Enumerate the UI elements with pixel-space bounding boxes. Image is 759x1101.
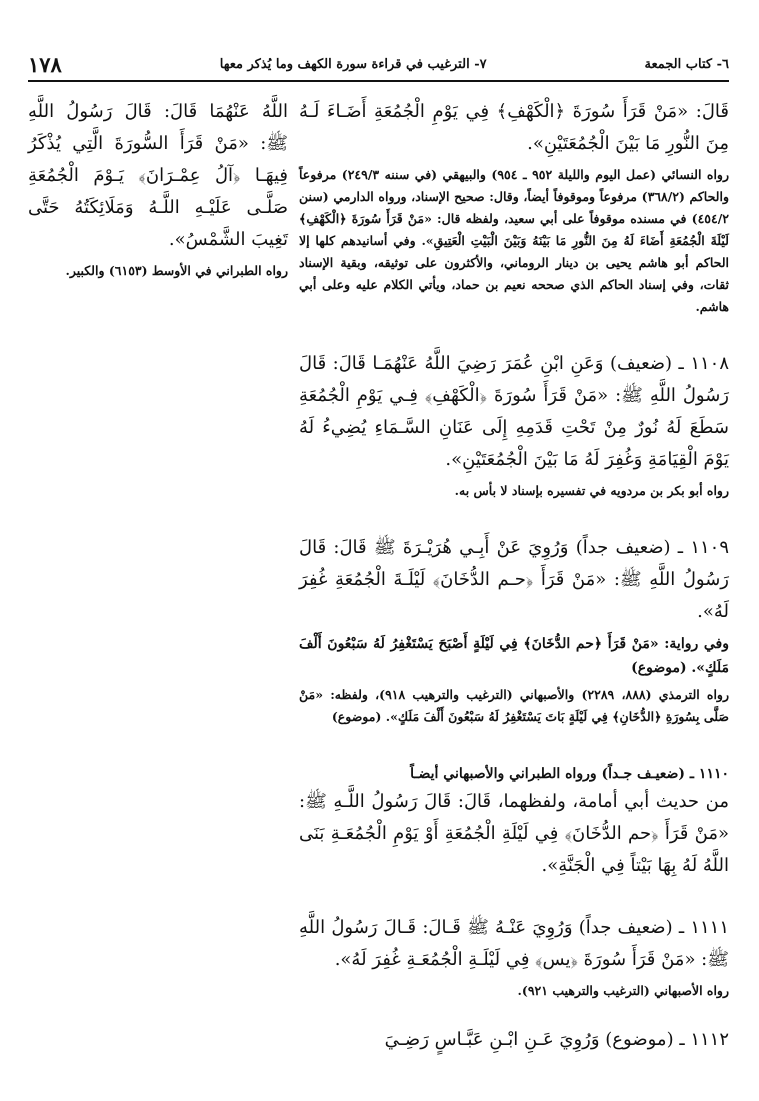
chapter-title: ٦- كتاب الجمعة <box>644 56 729 72</box>
hadith-1111-takhrij: رواه الأصبهاني (الترغيب والترهيب ٩٢١). <box>517 983 729 998</box>
hadith-1112-takhrij: رواه الطبراني في الأوسط (٦١٥٣) والكبير. <box>65 263 288 278</box>
page-number: ١٧٨ <box>28 51 62 77</box>
section-title: ٧- الترغيب في قراءة سورة الكهف وما يُذكر معها <box>219 56 487 72</box>
hadith-1111-text: ١١١١ ـ (ضعيف جداً) وَرُوِيَ عَنْـهُ ﷺ قَـالَ: قَـالَ رَسُولُ اللَّهِ ﷺ: «مَنْ قَرَأَ سُورَةَ ﴿يس﴾ فِي لَيْلَـةِ الْجُمُعَـةِ غُفِرَ لَهُ». <box>299 917 729 970</box>
hadith-continuation-text: قَالَ: «مَنْ قَرَأَ سُورَةَ ﴿الْكَهْفِ﴾ فِي يَوْمِ الْجُمُعَةِ أَضَـاءَ لَـهُ مِنَ النُّورِ مَا بَيْنَ الْجُمُعَتَيْنِ». <box>299 101 729 154</box>
hadith-1111 <box>299 912 729 1002</box>
page-header <box>28 48 729 82</box>
hadith-1112-continuation-text: اللَّهُ عَنْهُمَا قَالَ: قَالَ رَسُولُ اللَّهِ ﷺ: «مَنْ قَرَأَ السُّورَةَ الَّتِي يُذْكَرُ فِيهَـا ﴿آلُ عِمْـرَانَ﴾ يَـوْمَ الْجُمُعَةِ صَلَّـى عَلَيْـهِ اللَّـهُ وَمَلَائِكَتُهُ حَتَّى تَغِيبَ الشَّمْسُ». <box>28 101 288 250</box>
hadith-1109-text: ١١٠٩ ـ (ضعيف جداً) وَرُوِيَ عَنْ أَبِـي هُرَيْـرَةَ ﷺ قَالَ: قَالَ رَسُولُ اللَّهِ ﷺ: «مَنْ قَرَأَ ﴿حـم الدُّخَانَ﴾ لَيْلَـةَ الْجُمُعَةِ غُفِرَ لَهُ». <box>299 537 729 622</box>
hadith-1109 <box>299 532 729 728</box>
hadith-1110-text: من حديث أبي أمامة، ولفظهما، قَالَ: قَالَ رَسُولُ اللَّـهِ ﷺ: «مَنْ قَرَأَ ﴿حم الدُّخَانَ﴾ فِي لَيْلَةِ الْجُمُعَةِ أَوْ يَوْمِ الْجُمُعَـةِ بَنَى اللَّهُ لَهُ بِهَا بَيْتاً فِي الْجَنَّةِ». <box>299 791 729 876</box>
right-column <box>299 96 729 1056</box>
left-column <box>28 96 288 282</box>
hadith-1108-text: ١١٠٨ ـ (ضعيف) وَعَنِ ابْنِ عُمَرَ رَضِيَ اللَّهُ عَنْهُمَـا قَالَ: قَالَ رَسُولُ اللَّهِ ﷺ: «مَنْ قَرَأَ سُورَةَ ﴿الْكَهْفِ﴾ فِـي يَوْمِ الْجُمُعَةِ سَطَعَ لَهُ نُورٌ مِنْ تَحْتِ قَدَمِهِ إِلَى عَنَانِ السَّـمَاءِ يُضِيءُ لَهُ يَوْمَ الْقِيَامَةِ وَغُفِرَ لَهُ مَا بَيْنَ الْجُمُعَتَيْنِ». <box>299 353 729 470</box>
hadith-1112 <box>299 1024 729 1056</box>
hadith-1108 <box>299 348 729 502</box>
hadith-1110-intro: ١١١٠ ـ (ضعيـف جـداً) ورواه الطبراني والأصبهاني أيضـاً <box>410 766 729 782</box>
hadith-1109-riwaya: وفي رواية: «مَنْ قَرَأَ ﴿حم الدُّخَانَ﴾ فِي لَيْلَةٍ أَصْبَحَ يَسْتَغْفِرُ لَهُ سَبْعُونَ أَلْفَ مَلَكٍ». (موضوع) <box>299 636 729 676</box>
hadith-continuation-takhrij: رواه النسائي (عمل اليوم والليلة ٩٥٢ ـ ٩٥٤) والبيهقي (في سننه ٢٤٩/٣) مرفوعاً والحاكم (٣٦٨/٢) مرفوعاً وموقوفاً أيضاً، وقال: صحيح الإسناد، ورواه الدارمي (سنن ٤٥٤/٢) في مسنده موقوفاً على أبي سعيد، ولفظه قال: «مَنْ قَرَأَ سُورَةَ ﴿الْكَهْفِ﴾ لَيْلَةَ الْجُمُعَةِ أَضَاءَ لَهُ مِنَ النُّورِ مَا بَيْنَهُ وَبَيْنَ الْبَيْتِ الْعَتِيقِ». وفي أسانيدهم كلها إلا الحاكم أبو هاشم يحيى بن دينار الروماني، والأكثرون على توثيقه، وبقية الإسناد ثقات، وفي إسناد الحاكم الذي صححه نعيم بن حماد، ويأتي الكلام عليه وعلى أبي هاشم. <box>299 167 730 314</box>
hadith-1112-text: ١١١٢ ـ (موضوع) وَرُوِيَ عَـنِ ابْـنِ عَبَّـاسٍ رَضِـيَ <box>384 1029 729 1050</box>
hadith-1108-takhrij: رواه أبو بكر بن مردويه في تفسيره بإسناد لا بأس به. <box>454 483 729 498</box>
hadith-1109-takhrij: رواه الترمذي (٨٨٨، ٢٢٨٩) والأصبهاني (الترغيب والترهيب ٩١٨)، ولفظه: «مَنْ صَلَّى بِسُورَةِ ﴿الدُّخَانِ﴾ فِي لَيْلَةٍ بَاتَ يَسْتَغْفِرُ لَهُ سَبْعُونَ أَلْفَ مَلَكٍ». (موضوع) <box>299 687 729 724</box>
hadith-1110 <box>299 762 729 882</box>
